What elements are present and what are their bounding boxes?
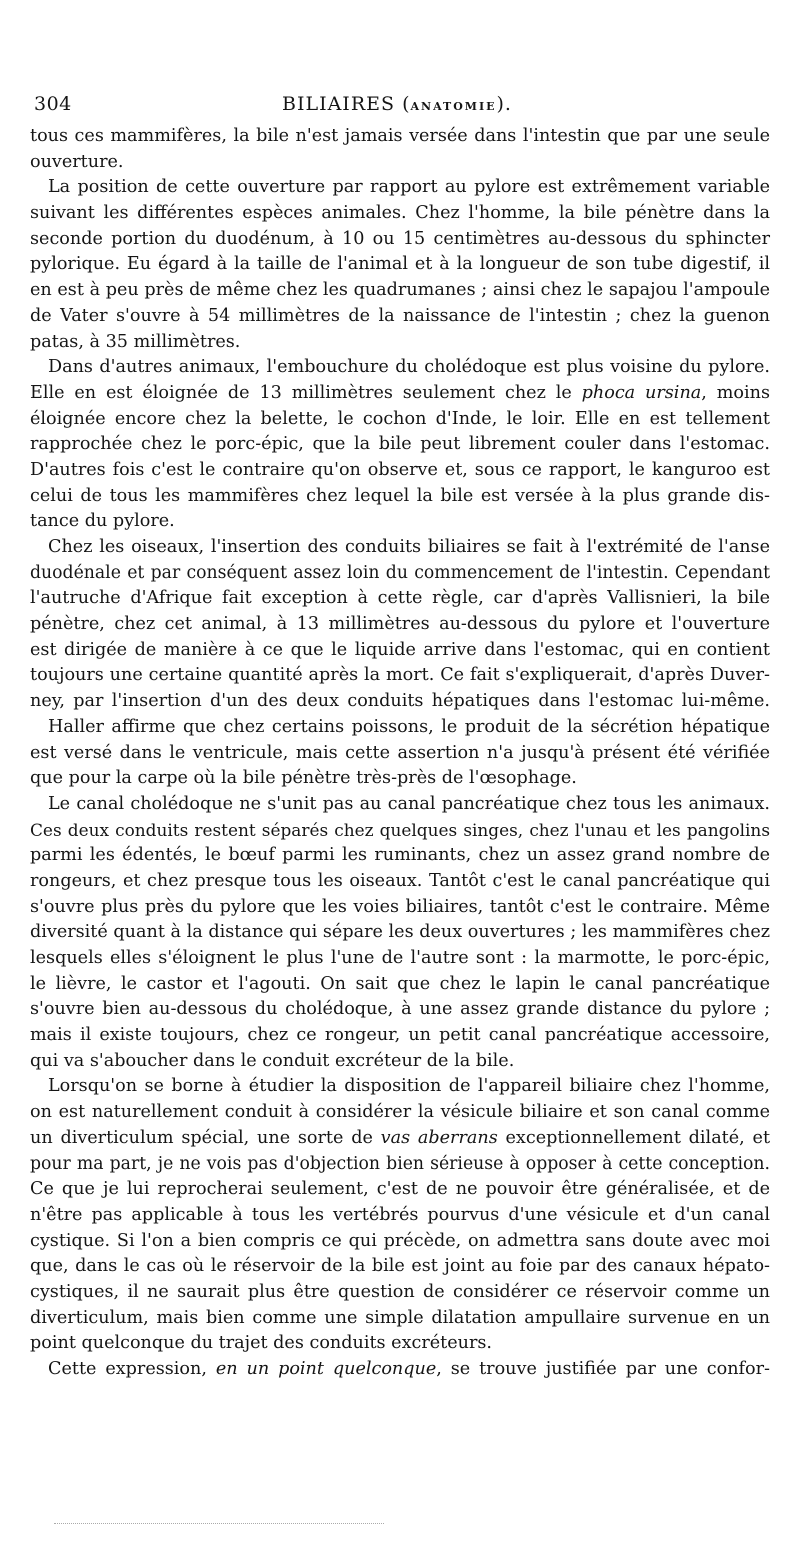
text-line: que, dans le cas où le réservoir de la bile est joint au foie par des canaux hépato- (30, 1256, 770, 1277)
text-line: seconde portion du duodénum, à 10 ou 15 centimètres au-dessous du sphincter (30, 228, 770, 249)
text-line: cystiques, il ne saurait plus être question de considérer ce réservoir comme un (30, 1281, 770, 1302)
text-line: celui de tous les mammifères chez lequel la bile est versée à la plus grande dis- (30, 485, 770, 506)
text-line: qui va s'aboucher dans le conduit excréteur de la bile. (30, 1050, 515, 1071)
text-line: Ces deux conduits restent séparés chez quelques singes, chez l'unau et les pangolins (30, 819, 770, 840)
running-head-subtitle: ANATOMIE (410, 100, 497, 113)
text-line: patas, à 35 millimètres. (30, 331, 241, 352)
text-line: est dirigée de manière à ce que le liquide arrive dans l'estomac, qui en contient (30, 639, 770, 660)
text-line: mais il existe toujours, chez ce rongeur, un petit canal pancréatique accessoire, (30, 1025, 770, 1046)
text-line: Haller affirme que chez certains poissons, le produit de la sécrétion hépatique (48, 716, 770, 737)
running-head (282, 93, 512, 115)
text-segment: , moins (701, 382, 770, 403)
text-line: de Vater s'ouvre à 54 millimètres de la naissance de l'intestin ; chez la guenon (30, 305, 770, 326)
text-line: Ce que je lui reprocherai seulement, c'est de ne pouvoir être généralisée, et de (30, 1179, 770, 1200)
text-line: diversité quant à la distance qui sépare les deux ouvertures ; les mammifères chez (30, 922, 770, 943)
text-line: on est naturellement conduit à considérer la vésicule biliaire et son canal comme (30, 1102, 770, 1123)
text-line: tance du pylore. (30, 511, 175, 532)
text-line: La position de cette ouverture par rapport au pylore est extrêmement variable (48, 177, 770, 198)
text-line: duodénale et par conséquent assez loin du commencement de l'intestin. Cependant (30, 562, 770, 583)
text-line: pylorique. Eu égard à la taille de l'animal et à la longueur de son tube digestif, il (30, 254, 770, 275)
italic-term: en un point quelconque (215, 1359, 437, 1379)
text-line: ney, par l'insertion d'un des deux conduits hépatiques dans l'estomac lui-même. (30, 691, 770, 712)
text-line: parmi les édentés, le bœuf parmi les ruminants, chez un assez grand nombre de (30, 845, 770, 866)
italic-term: phoca ursina (581, 382, 702, 403)
text-line: pénètre, chez cet animal, à 13 millimètres au-dessous du pylore et l'ouverture (30, 614, 770, 635)
text-line: D'autres fois c'est le contraire qu'on observe et, sous ce rapport, le kanguroo est (30, 459, 770, 480)
body-text (30, 124, 770, 1383)
text-line: toujours une certaine quantité après la mort. Ce fait s'expliquerait, d'après Duver- (30, 665, 770, 686)
text-line: s'ouvre bien au-dessous du cholédoque, à une assez grande distance du pylore ; (30, 999, 770, 1020)
text-line: l'autruche d'Afrique fait exception à cette règle, car d'après Vallisnieri, la bile (30, 588, 770, 609)
text-line: en est à peu près de même chez les quadrumanes ; ainsi chez le sapajou l'ampoule (30, 280, 770, 301)
text-segment: , se trouve justifiée par une confor- (436, 1359, 771, 1379)
text-line: rongeurs, et chez presque tous les oiseaux. Tantôt c'est le canal pancréatique qui (30, 870, 770, 891)
text-line: point quelconque du trajet des conduits excréteurs. (30, 1333, 493, 1354)
running-head-title: BILIAIRES (282, 93, 396, 115)
text-line: n'être pas applicable à tous les vertébrés pourvus d'une vésicule et d'un canal (30, 1204, 770, 1225)
text-line: Le canal cholédoque ne s'unit pas au canal pancréatique chez tous les animaux. (48, 793, 770, 814)
text-line: rapprochée chez le porc-épic, que la bile peut librement couler dans l'estomac. (30, 434, 770, 455)
text-line: cystique. Si l'on a bien compris ce qui précède, on admettra sans doute avec moi (30, 1230, 770, 1251)
italic-term: vas aberrans (380, 1127, 498, 1148)
text-segment: Cette expression, (48, 1359, 216, 1379)
text-line: que pour la carpe où la bile pénètre très-près de l'œsophage. (30, 768, 577, 789)
text-line: Chez les oiseaux, l'insertion des conduits biliaires se fait à l'extrémité de l'anse (48, 537, 770, 557)
text-line: Dans d'autres animaux, l'embouchure du cholédoque est plus voisine du pylore. (48, 357, 770, 378)
text-line: Lorsqu'on se borne à étudier la disposition de l'appareil biliaire chez l'homme, (48, 1076, 770, 1097)
footer-rule (54, 1523, 384, 1524)
text-segment: Elle en est éloignée de 13 millimètres seulement chez le (30, 382, 582, 403)
text-line: le lièvre, le castor et l'agouti. On sait que chez le lapin le canal pancréatique (30, 973, 770, 994)
text-line (30, 1357, 770, 1383)
text-line: suivant les différentes espèces animales. Chez l'homme, la bile pénètre dans la (30, 203, 770, 224)
running-head-open: ( (402, 93, 411, 115)
text-line: diverticulum, mais bien comme une simple dilatation ampullaire survenue en un (30, 1307, 770, 1328)
text-segment: un diverticulum spécial, une sorte de (30, 1127, 381, 1148)
text-line: est versé dans le ventricule, mais cette assertion n'a jusqu'à présent été vérifiée (30, 742, 770, 763)
page-header (34, 93, 768, 121)
text-line (30, 1126, 770, 1152)
text-line: lesquels elles s'éloignent le plus l'une de l'autre sont : la marmotte, le porc-épic, (30, 948, 770, 968)
page-number: 304 (34, 93, 72, 115)
text-line: tous ces mammifères, la bile n'est jamais versée dans l'intestin que par une seule (30, 126, 770, 146)
text-line: pour ma part, je ne vois pas d'objection bien sérieuse à opposer à cette conception. (30, 1153, 770, 1174)
running-head-close: ). (496, 93, 512, 115)
text-line: s'ouvre plus près du pylore que les voies biliaires, tantôt c'est le contraire. Même (30, 896, 770, 917)
text-line: éloignée encore chez la belette, le cochon d'Inde, le loir. Elle en est tellement (30, 408, 770, 429)
text-line: ouverture. (30, 151, 124, 172)
text-segment: exceptionnellement dilaté, et (497, 1127, 771, 1148)
text-line (30, 381, 770, 407)
